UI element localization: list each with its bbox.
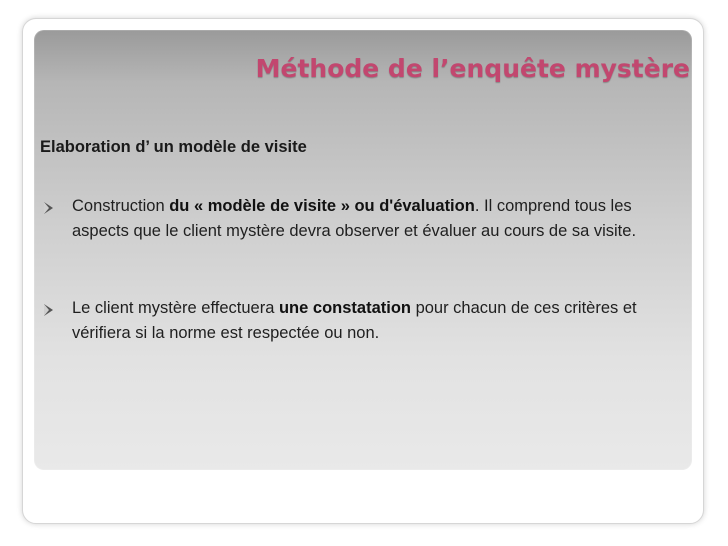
- arrow-bullet-icon: [44, 304, 53, 316]
- bullet-text-bold: une constatation: [278, 299, 411, 317]
- slide-title: Méthode de l’enquête mystère: [255, 54, 690, 83]
- bullet-item-construction: [40, 194, 680, 244]
- bullet-text-bold: du « modèle de visite » ou d'évaluation: [169, 197, 475, 215]
- bullet-text-after: . Il comprend tous les aspects que le client mystère devra observer et évaluer au cours de sa visite.: [72, 197, 637, 240]
- bullet-text-before: Le client mystère effectuera: [72, 299, 279, 317]
- bullet-text-after: pour chacun de ces critères et vérifiera si la norme est respectée ou non.: [72, 299, 637, 342]
- slide-subtitle: Elaboration d’ un modèle de visite: [40, 138, 307, 156]
- arrow-bullet-icon: [44, 202, 53, 214]
- content-panel: [34, 30, 692, 470]
- bullet-item-constatation: [40, 296, 680, 346]
- bullet-text-before: Construction: [72, 197, 170, 215]
